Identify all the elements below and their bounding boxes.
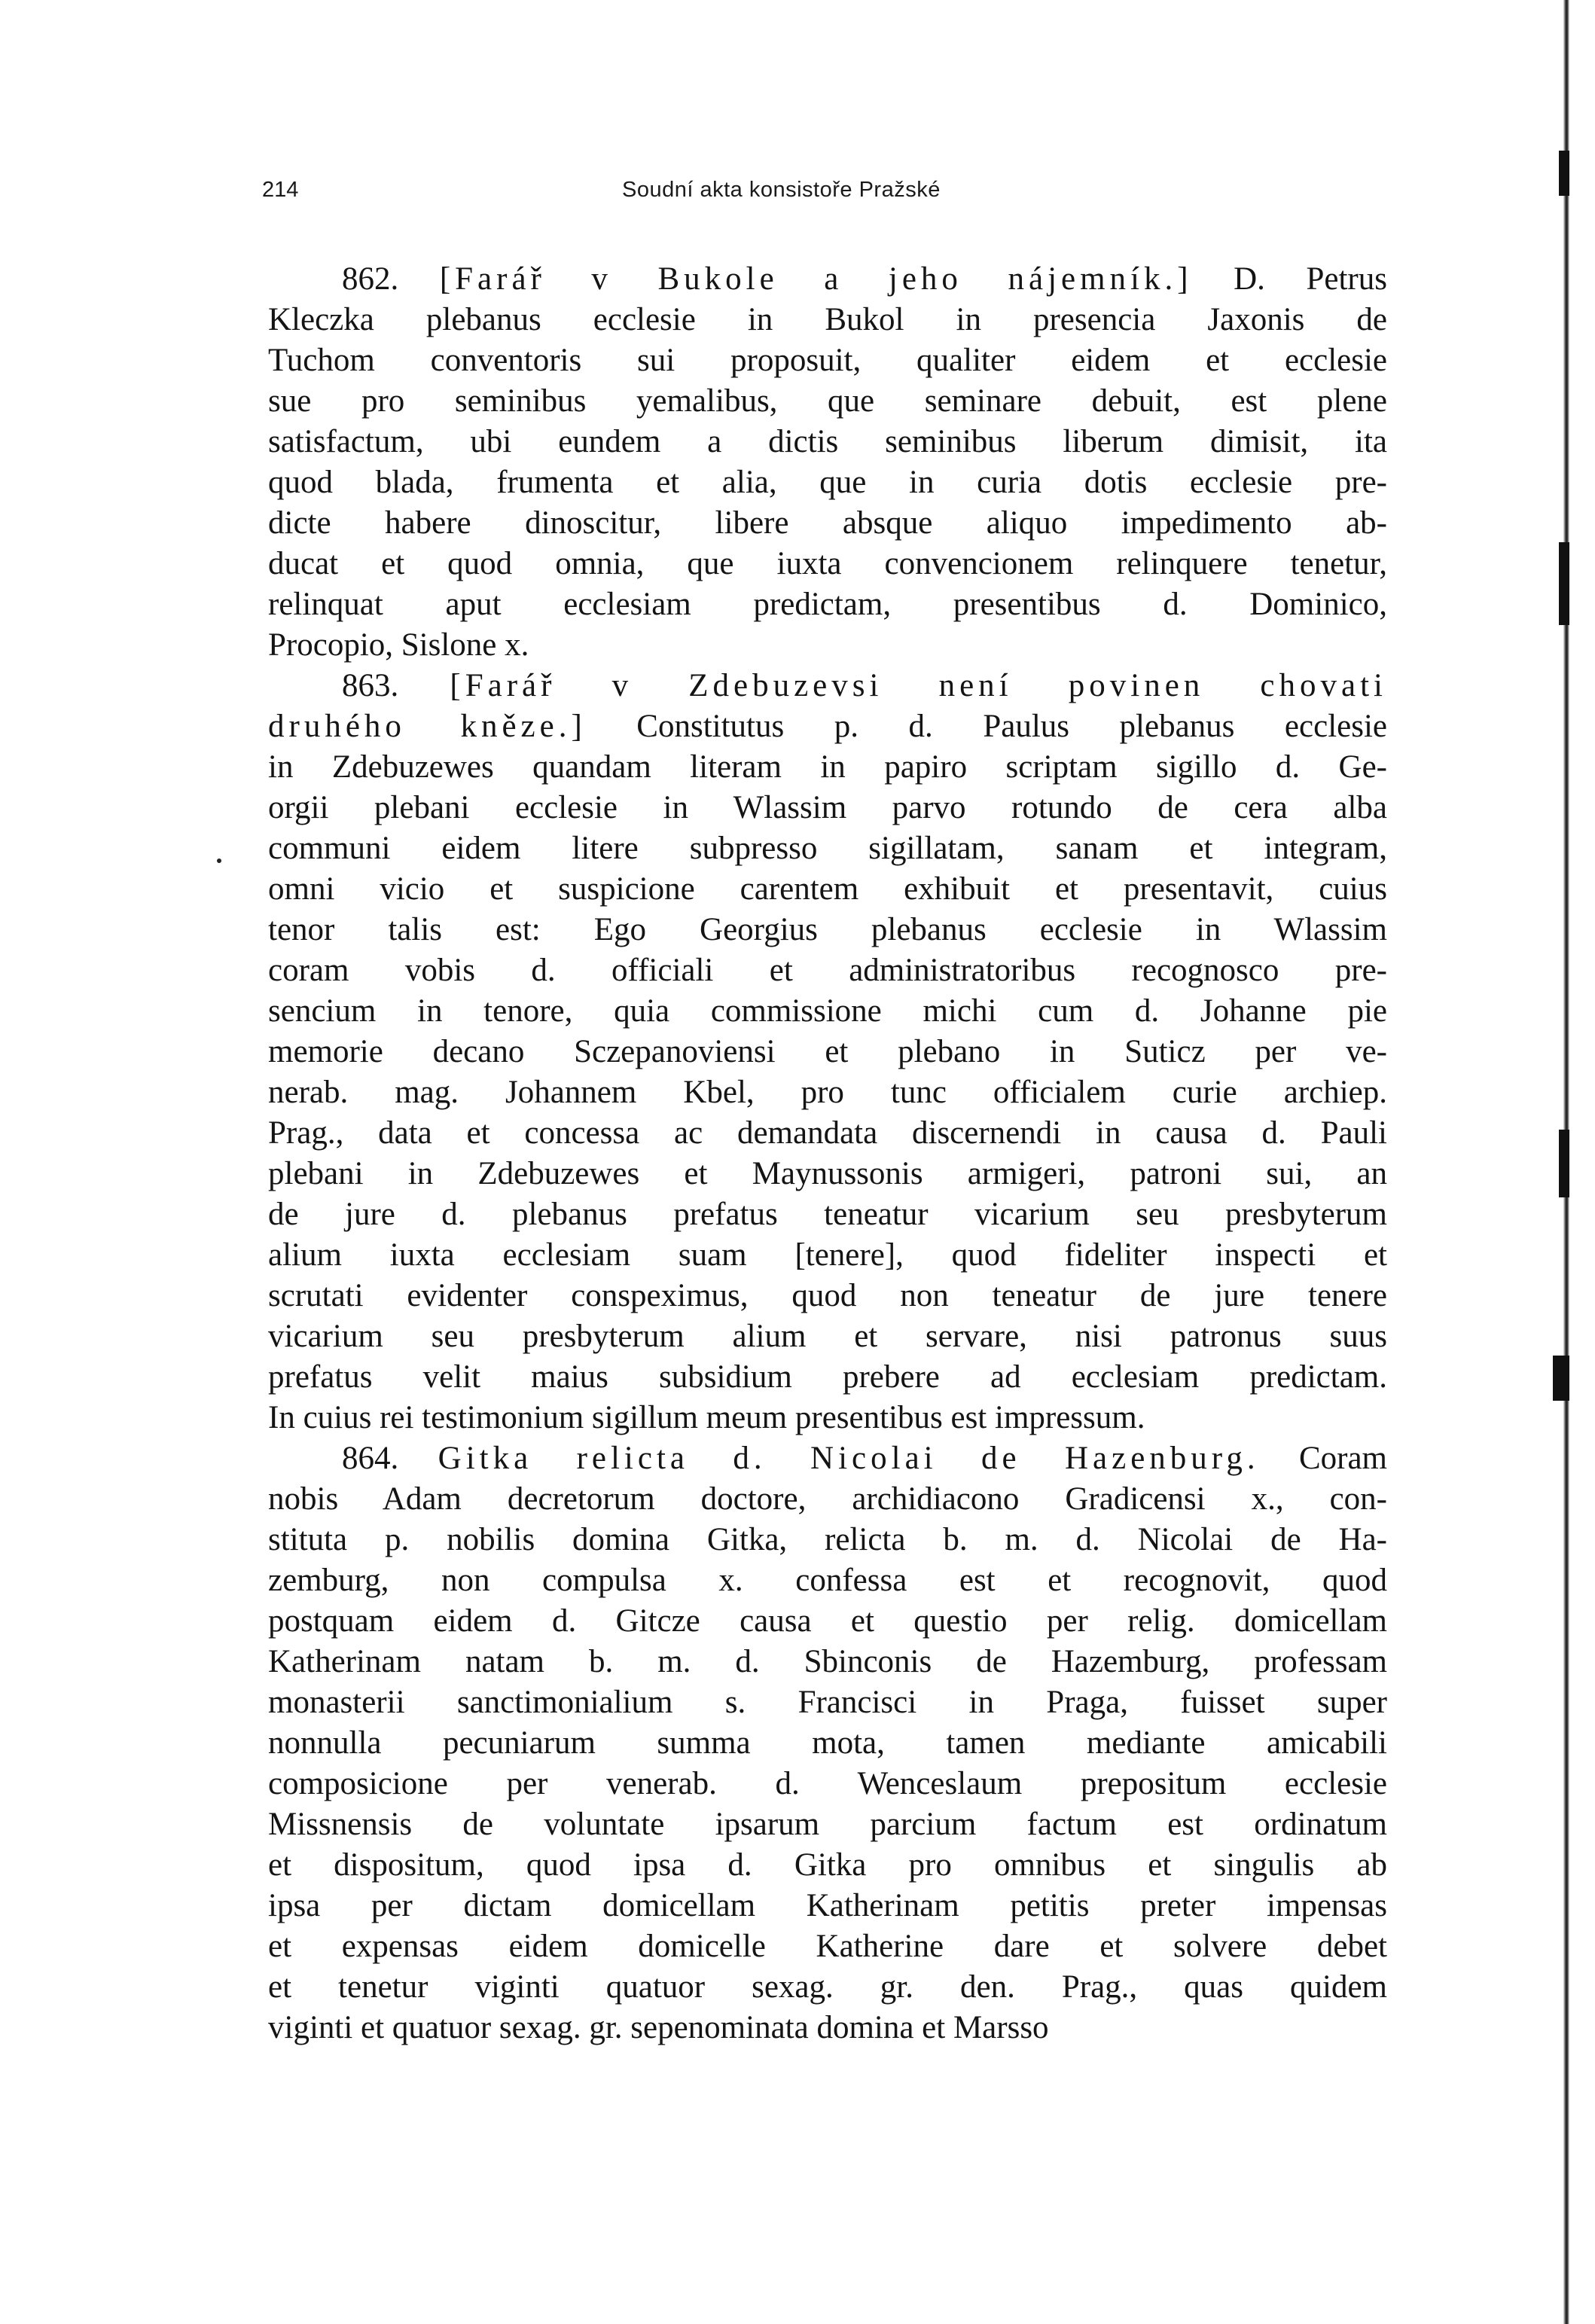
entry-heading: [Farář v Zdebuzevsi není povinen chovati [450, 668, 1387, 703]
text-line [268, 625, 1387, 666]
text-segment: plebani in Zdebuzewes et Maynussonis armigeri, patroni sui, an [268, 1156, 1387, 1191]
text-segment: 863. [342, 668, 450, 703]
edge-mark [1559, 151, 1569, 196]
text-line [268, 1316, 1387, 1357]
text-line [268, 991, 1387, 1032]
text-line [268, 1276, 1387, 1316]
entry-heading: druhého kněze.] [268, 709, 587, 744]
text-segment: viginti et quatuor sexag. gr. sepenominata domina et Marsso [268, 2010, 1049, 2045]
text-line [268, 1601, 1387, 1642]
text-line [268, 1235, 1387, 1276]
text-segment: Coram [1259, 1441, 1388, 1476]
text-segment: in Zdebuzewes quandam literam in papiro scriptam sigillo d. Ge- [268, 749, 1387, 785]
text-segment: postquam eidem d. Gitcze causa et questio per relig. domicellam [268, 1603, 1387, 1639]
text-line [268, 1479, 1387, 1520]
text-line [268, 584, 1387, 625]
running-title: Soudní akta konsistoře Pražské [622, 178, 941, 202]
text-line [268, 1154, 1387, 1194]
text-segment: Constitutus p. d. Paulus plebanus ecclesie [586, 709, 1387, 744]
text-segment: quod blada, frumenta et alia, que in curia dotis ecclesie pre- [268, 465, 1387, 500]
text-segment: et expensas eidem domicelle Katherine dare et solvere debet [268, 1929, 1387, 1964]
text-segment: nobis Adam decretorum doctore, archidiacono Gradicensi x., con- [268, 1481, 1387, 1517]
text-line [268, 869, 1387, 910]
text-segment: communi eidem litere subpresso sigillatam, sanam et integram, [268, 831, 1387, 866]
text-segment: In cuius rei testimonium sigillum meum presentibus est impressum. [268, 1400, 1145, 1435]
text-line [268, 1926, 1387, 1967]
entry-heading: Gitka relicta d. Nicolai de Hazenburg. [438, 1441, 1260, 1476]
text-line [268, 1886, 1387, 1926]
text-segment: monasterii sanctimonialium s. Francisci in Praga, fuisset super [268, 1685, 1387, 1720]
text-line [268, 462, 1387, 503]
text-line [268, 706, 1387, 747]
text-line [268, 1438, 1387, 1479]
text-segment: omni vicio et suspicione carentem exhibuit et presentavit, cuius [268, 871, 1387, 907]
text-segment: nonnulla pecuniarum summa mota, tamen mediante amicabili [268, 1725, 1387, 1761]
text-line [268, 950, 1387, 991]
text-segment: tenor talis est: Ego Georgius plebanus ecclesie in Wlassim [268, 912, 1387, 947]
text-segment: ipsa per dictam domicellam Katherinam petitis preter impensas [268, 1888, 1387, 1923]
text-line [268, 1764, 1387, 1804]
text-line [268, 381, 1387, 422]
text-line [268, 828, 1387, 869]
text-line [268, 1520, 1387, 1560]
text-segment: composicione per venerab. d. Wenceslaum prepositum ecclesie [268, 1766, 1387, 1801]
text-line [268, 340, 1387, 381]
text-segment: nerab. mag. Johannem Kbel, pro tunc officialem curie archiep. [268, 1075, 1387, 1110]
edge-mark [1559, 1130, 1569, 1197]
text-segment: Missnensis de voluntate ipsarum parcium factum est ordinatum [268, 1807, 1387, 1842]
text-segment: 864. [342, 1441, 438, 1476]
text-segment: ducat et quod omnia, que iuxta convencionem relinquere tenetur, [268, 546, 1387, 581]
text-segment: satisfactum, ubi eundem a dictis seminibus liberum dimisit, ita [268, 424, 1387, 459]
text-segment: prefatus velit maius subsidium prebere ad ecclesiam predictam. [268, 1359, 1387, 1395]
text-line [268, 1072, 1387, 1113]
text-line [268, 1194, 1387, 1235]
text-segment: vicarium seu presbyterum alium et servare, nisi patronus suus [268, 1319, 1387, 1354]
edge-mark [1559, 542, 1569, 625]
edge-mark [1553, 1356, 1569, 1401]
text-segment: Prag., data et concessa ac demandata discernendi in causa d. Pauli [268, 1115, 1387, 1151]
text-line [268, 788, 1387, 828]
text-segment: coram vobis d. officiali et administratoribus recognosco pre- [268, 953, 1387, 988]
text-line [268, 1967, 1387, 2008]
text-line [268, 300, 1387, 340]
text-line [268, 1845, 1387, 1886]
text-line [268, 1723, 1387, 1764]
text-line [268, 544, 1387, 584]
text-line [268, 747, 1387, 788]
text-segment: memorie decano Sczepanoviensi et plebano in Suticz per ve- [268, 1034, 1387, 1069]
text-segment: D. Petrus [1192, 261, 1387, 297]
text-segment: scrutati evidenter conspeximus, quod non teneatur de jure tenere [268, 1278, 1387, 1313]
text-line [268, 666, 1387, 706]
page-number: 214 [262, 178, 299, 202]
text-line [268, 910, 1387, 950]
text-line [268, 1642, 1387, 1682]
text-segment: orgii plebani ecclesie in Wlassim parvo rotundo de cera alba [268, 790, 1387, 825]
text-line [268, 1113, 1387, 1154]
text-line [268, 1357, 1387, 1398]
text-segment: Katherinam natam b. m. d. Sbinconis de Hazemburg, professam [268, 1644, 1387, 1679]
text-segment: 862. [342, 261, 440, 297]
text-segment: Tuchom conventoris sui proposuit, qualiter eidem et ecclesie [268, 343, 1387, 378]
page-header [262, 178, 1392, 208]
text-line [268, 259, 1387, 300]
text-line [268, 1682, 1387, 1723]
entry-heading: [Farář v Bukole a jeho nájemník.] [439, 261, 1193, 297]
text-segment: alium iuxta ecclesiam suam [tenere], quod fideliter inspecti et [268, 1237, 1387, 1273]
dust-speck [217, 859, 221, 863]
text-line [268, 503, 1387, 544]
text-line [268, 1398, 1387, 1438]
text-segment: stituta p. nobilis domina Gitka, relicta b. m. d. Nicolai de Ha- [268, 1522, 1387, 1557]
text-segment: sencium in tenore, quia commissione michi cum d. Johanne pie [268, 993, 1387, 1029]
text-line [268, 1804, 1387, 1845]
text-line [268, 1032, 1387, 1072]
text-segment: relinquat aput ecclesiam predictam, presentibus d. Dominico, [268, 587, 1387, 622]
text-segment: zemburg, non compulsa x. confessa est et recognovit, quod [268, 1563, 1387, 1598]
text-segment: et tenetur viginti quatuor sexag. gr. den. Prag., quas quidem [268, 1969, 1387, 2005]
text-segment: sue pro seminibus yemalibus, que seminare debuit, est plene [268, 383, 1387, 419]
text-segment: Kleczka plebanus ecclesie in Bukol in presencia Jaxonis de [268, 302, 1387, 337]
text-line [268, 422, 1387, 462]
text-line [268, 1560, 1387, 1601]
text-segment: dicte habere dinoscitur, libere absque aliquo impedimento ab- [268, 505, 1387, 541]
text-segment: de jure d. plebanus prefatus teneatur vicarium seu presbyterum [268, 1197, 1387, 1232]
text-line [268, 2008, 1387, 2048]
text-segment: Procopio, Sislone x. [268, 627, 529, 663]
text-segment: et dispositum, quod ipsa d. Gitka pro omnibus et singulis ab [268, 1847, 1387, 1883]
body-text [268, 259, 1387, 2048]
